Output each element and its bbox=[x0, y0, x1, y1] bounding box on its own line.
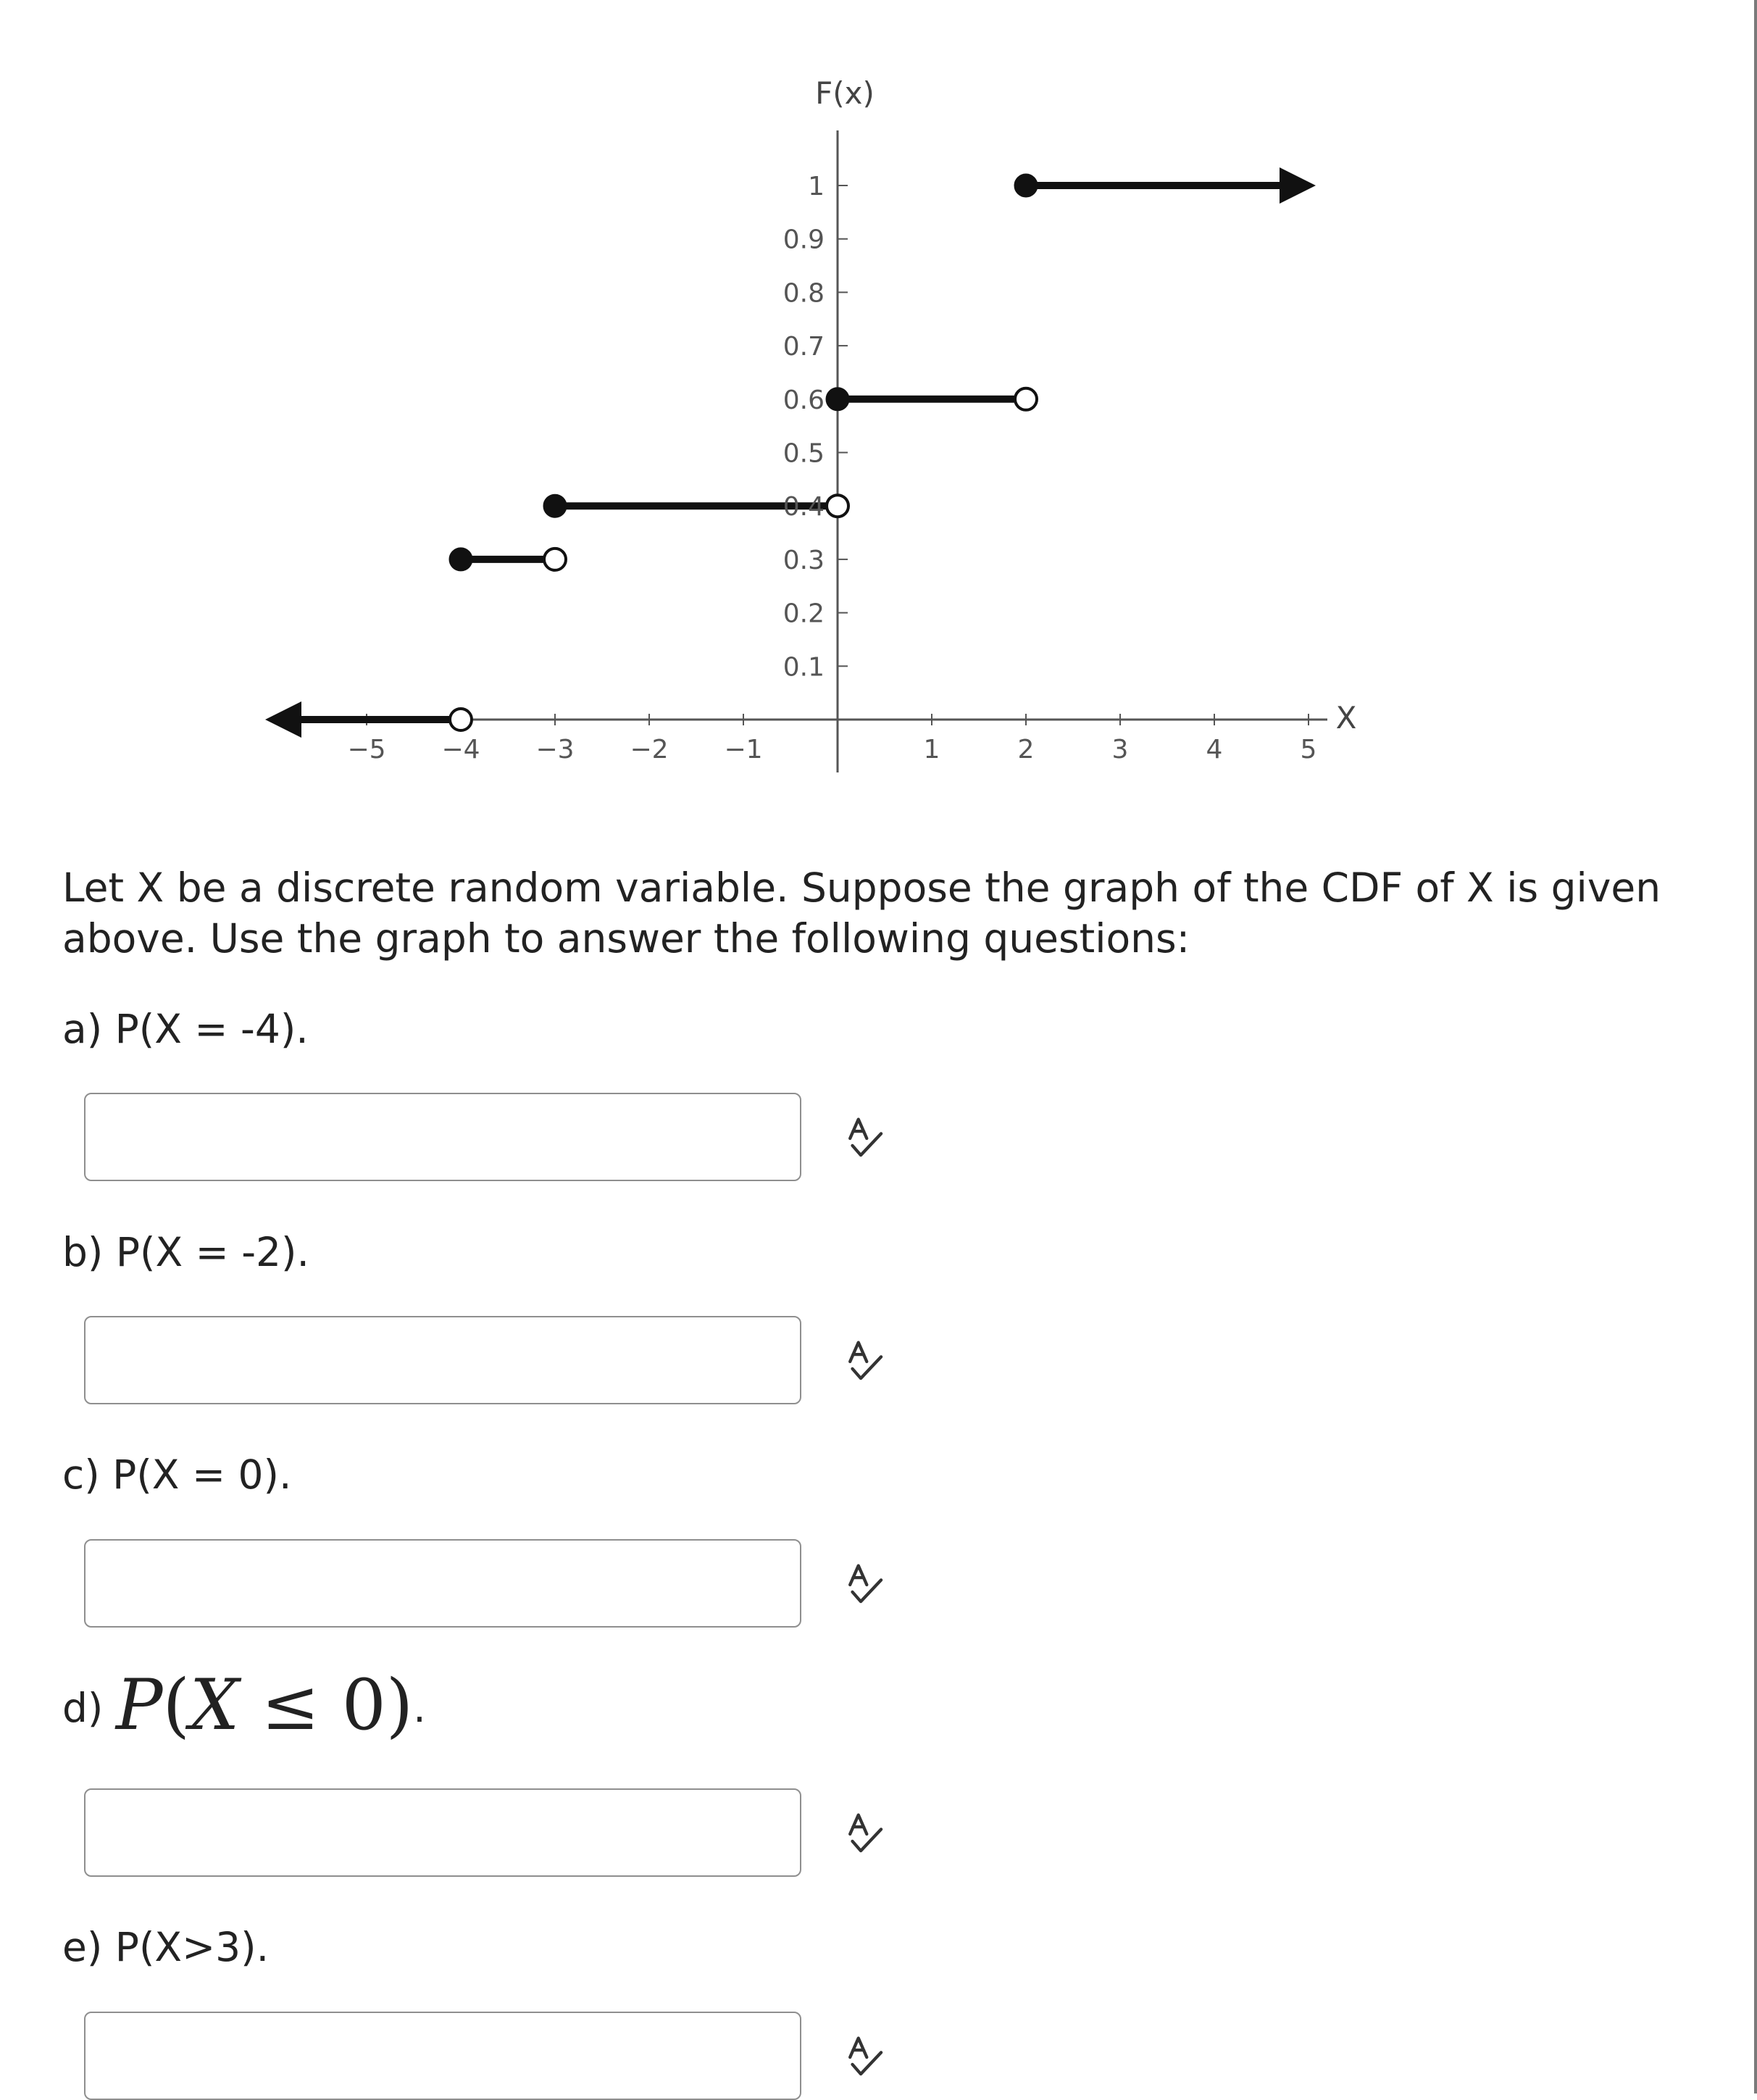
spell-check-icon[interactable] bbox=[840, 1810, 888, 1858]
question-e-label: e) P(X>3). bbox=[62, 1924, 270, 1970]
answer-e-input[interactable] bbox=[84, 2012, 801, 2100]
y-tick-label: 0.9 bbox=[782, 225, 825, 255]
question-c-label: c) P(X = 0). bbox=[62, 1451, 292, 1498]
question-d-math bbox=[116, 1664, 413, 1746]
y-tick-label: 0.5 bbox=[782, 438, 825, 469]
x-tick-label: −3 bbox=[535, 735, 575, 764]
closed-point bbox=[544, 495, 566, 517]
intro-text: Let X be a discrete random variable. Suppose the graph of the CDF of X is given above. Use the graph to answer the following questions: bbox=[62, 864, 1661, 962]
answer-c-input[interactable] bbox=[84, 1539, 801, 1628]
answer-d-input[interactable] bbox=[84, 1788, 801, 1877]
x-tick-label: −1 bbox=[724, 735, 763, 764]
open-point bbox=[450, 709, 472, 730]
spell-check-icon[interactable] bbox=[840, 1114, 888, 1162]
closed-point bbox=[450, 549, 472, 570]
closed-point bbox=[827, 388, 848, 410]
answer-b-input[interactable] bbox=[84, 1316, 801, 1404]
question-b-label: b) P(X = -2). bbox=[62, 1229, 309, 1275]
y-tick-label: 0.4 bbox=[782, 492, 825, 522]
x-tick-label: 3 bbox=[1111, 735, 1129, 764]
math-p: P bbox=[115, 1664, 163, 1746]
y-tick-label: 0.2 bbox=[782, 599, 825, 629]
x-tick-label: −5 bbox=[347, 735, 386, 764]
y-tick-label: 1 bbox=[808, 172, 825, 201]
math-rest: ≤ 0) bbox=[239, 1664, 414, 1746]
x-tick-label: 1 bbox=[923, 735, 940, 764]
cdf-graph bbox=[0, 0, 1757, 804]
open-point bbox=[544, 549, 566, 570]
open-point bbox=[1015, 388, 1037, 410]
x-tick-label: 4 bbox=[1206, 735, 1223, 764]
y-tick-label: 0.8 bbox=[782, 278, 825, 309]
math-x: X bbox=[189, 1664, 240, 1746]
x-tick-label: 5 bbox=[1300, 735, 1317, 764]
math-open: ( bbox=[162, 1664, 190, 1746]
x-tick-label: 2 bbox=[1017, 735, 1035, 764]
x-tick-label: −2 bbox=[630, 735, 669, 764]
spell-check-icon[interactable] bbox=[840, 1561, 888, 1609]
question-d-suffix: . bbox=[413, 1685, 426, 1731]
question-a-label: a) P(X = -4). bbox=[62, 1006, 309, 1052]
question-d-label bbox=[62, 1664, 426, 1746]
closed-point bbox=[1015, 175, 1037, 196]
y-tick-label: 0.7 bbox=[782, 332, 825, 362]
question-d-prefix: d) bbox=[62, 1685, 104, 1731]
y-tick-label: 0.3 bbox=[782, 545, 825, 575]
spell-check-icon[interactable] bbox=[840, 1338, 888, 1386]
y-axis-label: F(x) bbox=[815, 75, 875, 111]
x-tick-label: −4 bbox=[441, 735, 480, 764]
y-tick-label: 0.6 bbox=[782, 385, 825, 415]
x-axis-label: X bbox=[1335, 700, 1357, 736]
answer-a-input[interactable] bbox=[84, 1093, 801, 1181]
spell-check-icon[interactable] bbox=[840, 2033, 888, 2081]
open-point bbox=[827, 495, 848, 517]
y-tick-label: 0.1 bbox=[782, 652, 825, 683]
